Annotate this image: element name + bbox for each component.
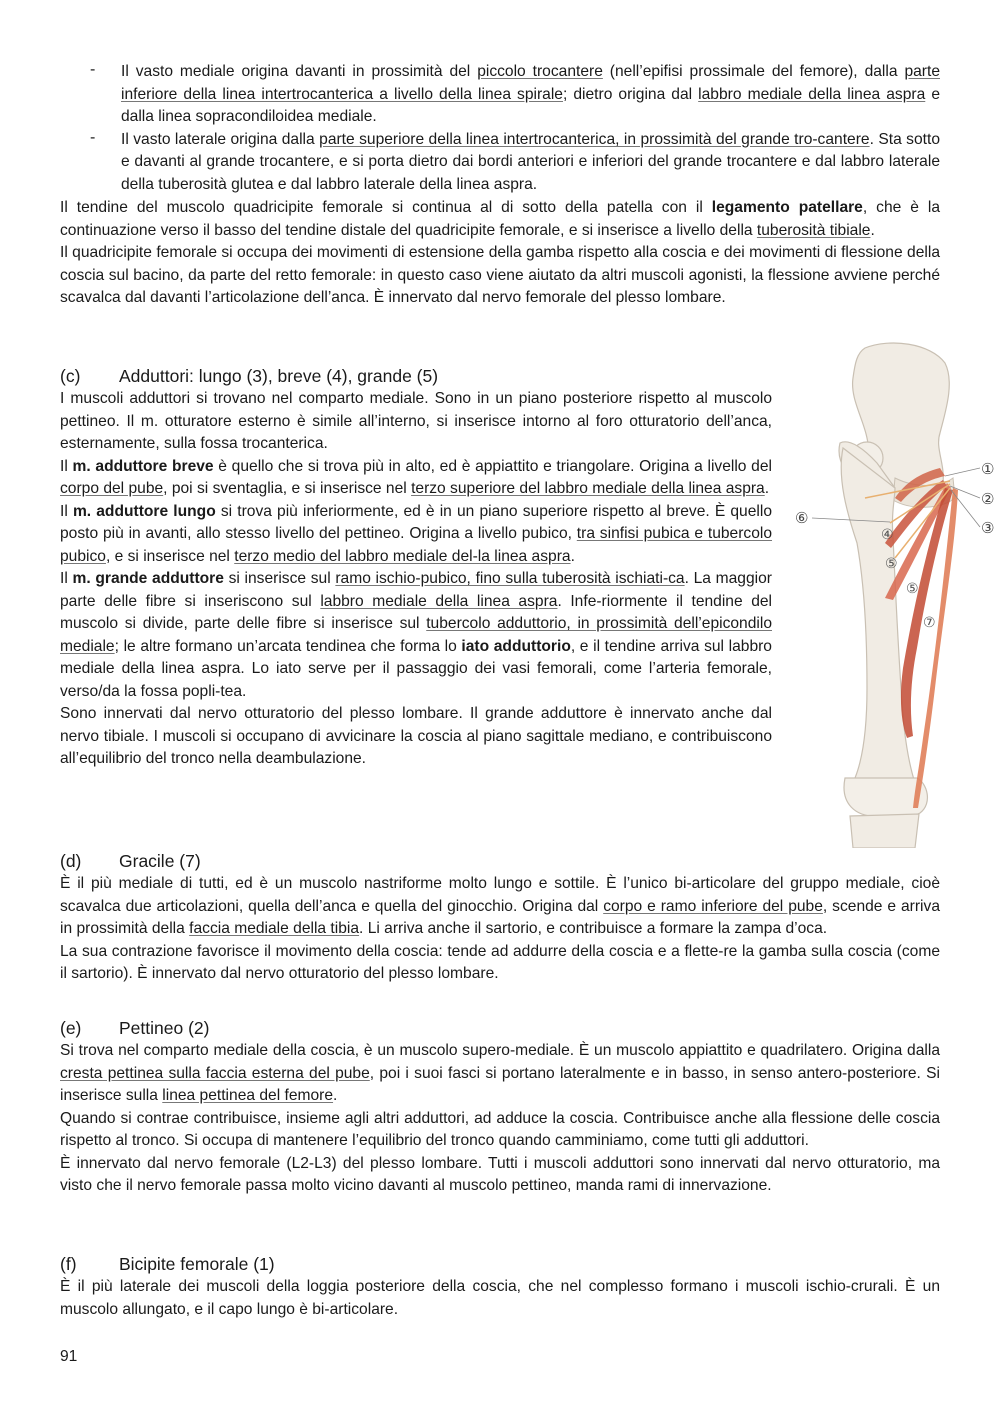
underlined-term: piccolo trocantere — [477, 63, 603, 80]
text-run: , scende e arriva in prossimità della — [60, 897, 940, 937]
text-run: Il vasto laterale origina dalla — [121, 130, 320, 148]
paragraph — [60, 1108, 940, 1153]
text-run: . — [570, 547, 575, 565]
text-run: È innervato dal nervo femorale (L2-L3) del plesso lombare. Tutti i muscoli adduttori sono innervati dal nervo otturatorio, ma visto che il nervo femorale passa molto vicino davanti al muscolo pettineo, manda rami di innervazione. — [60, 1154, 940, 1194]
underlined-term: tubercolo adduttorio, in prossimità dell’epicondilo mediale — [60, 615, 772, 655]
text-run: , che è la continuazione verso il basso del tendine distale del quadricipite femorale, e si inserisce a livello della — [60, 199, 940, 239]
section-body — [60, 388, 772, 771]
underlined-term: labbro mediale della linea aspra — [320, 592, 558, 610]
tibia — [850, 814, 919, 848]
bold-term: legamento patellare — [711, 199, 863, 216]
text-run: , e si inserisce nel — [105, 547, 235, 565]
underlined-term: corpo del pube — [60, 480, 164, 497]
paragraph — [121, 129, 940, 197]
bold-term: iato adduttorio — [461, 637, 571, 655]
figure-label: ④ — [881, 527, 894, 543]
text-run: , poi si sventaglia, e si inserisce nel — [163, 480, 412, 497]
underlined-term: tuberosità tibiale — [756, 221, 871, 239]
bullet-dash: - — [90, 128, 96, 146]
paragraph — [60, 1040, 940, 1108]
paragraph — [60, 1153, 940, 1198]
paragraph — [60, 501, 772, 569]
underlined-term: faccia mediale della tibia — [189, 920, 360, 937]
bullet-list — [60, 61, 940, 196]
figure-label: ③ — [981, 519, 995, 537]
section-body — [60, 1040, 940, 1198]
text-run: Il quadricipite femorale si occupa dei movimenti di estensione della gamba rispetto alla coscia e dei movimenti di flessione della coscia sul bacino, da parte del retto femorale: in questo caso viene aiutato da altri muscoli agonisti, la flessione avviene perché scavalca dal davanti l’articolazione dell’anca. È innervato dal nervo femorale del plesso lombare. — [60, 244, 940, 306]
underlined-term: terzo medio del labbro mediale del-la linea aspra — [234, 547, 571, 565]
text-run: . — [333, 1087, 338, 1104]
text-run: e dalla linea sopracondiloidea mediale. — [121, 85, 940, 125]
text-run: Il tendine del muscolo quadricipite femorale si continua al di sotto della patella con il — [60, 199, 712, 216]
text-run: Il — [60, 457, 73, 475]
text-run: , poi i suoi fasci si portano lateralmente e in basso, in senso antero-posteriore. Si inserisce sulla — [60, 1064, 940, 1104]
text-run: . — [870, 221, 875, 239]
paragraph — [60, 388, 772, 456]
section-bicipite-femorale — [60, 1253, 940, 1321]
paragraph — [60, 456, 772, 501]
underlined-term: parte inferiore della linea intertrocanterica a livello della linea spirale — [121, 63, 940, 103]
underlined-term: labbro mediale della linea aspra — [698, 85, 926, 103]
underlined-term: corpo e ramo inferiore del pube — [603, 897, 823, 915]
underlined-term: parte superiore della linea intertrocanterica, in prossimità del grande tro-cantere — [319, 130, 870, 148]
text-run: È il più mediale di tutti, ed è un muscolo nastriforme molto lungo e sottile. È l’unico bi-articolare del gruppo mediale, cioè scavalca due articolazioni, quella dell’anca e quella del ginocchio. Origina dal — [60, 875, 940, 915]
bullet-dash: - — [90, 61, 96, 78]
text-run: ; dietro origina dal — [562, 85, 699, 103]
femur-illustration — [795, 338, 1000, 848]
text-run: ; le altre formano un’arcata tendinea che forma lo — [114, 637, 462, 655]
text-run: (nell’epifisi prossimale del femore), dalla — [602, 63, 905, 80]
section-gracile — [60, 850, 940, 986]
text-run: , e il tendine arriva sul labbro mediale della linea aspra. Lo iato serve per il passaggio dei vasi femorali, come l’arteria femorale, verso/da la fossa popli-tea. — [60, 637, 772, 700]
text-run: . — [764, 480, 770, 497]
figure-label: ⑤ — [885, 556, 898, 572]
paragraph — [60, 197, 940, 242]
section-heading: (f) Bicipite femorale (1) — [60, 1254, 275, 1274]
paragraph — [60, 568, 772, 703]
text-run: . Sta sotto e davanti al grande trocantere, e si porta dietro dai bordi anteriori e inferiori del grande trocantere e dal labbro laterale della tuberosità glutea e dal labbro laterale della linea aspra. — [121, 130, 940, 193]
text-run: si trova più inferiormente, ed è in un piano superiore rispetto al breve. È quello posto più in avanti, allo stesso livello del pettineo. Origina a livello pubico, — [60, 502, 773, 542]
figure-label: ① — [981, 460, 995, 478]
text-run: È il più laterale dei muscoli della loggia posteriore della coscia, che nel complesso formano i muscoli ischio-crurali. È un muscolo allungato, e il capo lungo è bi-articolare. — [60, 1278, 940, 1318]
underlined-term: tra sinfisi pubica e tubercolo pubico — [60, 525, 773, 565]
figure-label: ⑥ — [795, 509, 809, 527]
bold-term: m. grande adduttore — [72, 570, 224, 587]
section-pettineo — [60, 1017, 940, 1198]
text-run: Il vasto mediale origina davanti in prossimità del — [121, 63, 478, 80]
paragraph — [60, 242, 940, 310]
paragraph — [60, 703, 772, 771]
section-heading: (d) Gracile (7) — [60, 851, 201, 871]
underlined-term: ramo ischio-pubico, fino sulla tuberosità ischiati-ca — [335, 570, 685, 587]
underlined-term: linea pettinea del femore — [162, 1087, 334, 1104]
figure-label: ⑦ — [923, 615, 936, 631]
text-run: Il — [60, 502, 73, 520]
bold-term: m. adduttore lungo — [72, 502, 216, 520]
bullet-item — [60, 61, 940, 129]
figure-label: ⑤ — [906, 581, 919, 597]
text-run: La sua contrazione favorisce il movimento della coscia: tende ad addurre della coscia e a flette-re la gamba sulla coscia (come il sartorio). È innervato dal nervo otturatorio del plesso lombare. — [60, 942, 940, 982]
text-run: . Li arriva anche il sartorio, e contribuisce a formare la zampa d’oca. — [359, 920, 828, 937]
section-heading: (e) Pettineo (2) — [60, 1018, 210, 1038]
bullet-item — [60, 129, 940, 197]
intro-paragraphs — [60, 197, 940, 310]
paragraph — [60, 1276, 940, 1321]
thigh-anatomy-figure — [795, 338, 1000, 848]
figure-label: ② — [981, 490, 995, 508]
text-run: Sono innervati dal nervo otturatorio del plesso lombare. Il grande adduttore è innervato anche dal nervo tibiale. I muscoli si occupano di avvicinare la coscia al piano sagittale mediano, e contribuiscono all’equilibrio del tronco nella deambulazione. — [60, 705, 772, 767]
paragraph — [60, 873, 940, 941]
text-run: Si trova nel comparto mediale della coscia, è un muscolo supero-mediale. È un muscolo appiattito e quadrilatero. Origina dalla — [60, 1042, 940, 1059]
text-run: I muscoli adduttori si trovano nel comparto mediale. Sono in un piano posteriore rispetto al muscolo pettineo. Il m. otturatore esterno è simile all’interno, si inserisce intorno al foro otturatorio dell’anca, esternamente, sulla fossa trocanterica. — [60, 390, 772, 452]
paragraph — [121, 61, 940, 129]
section-heading: (c) Adduttori: lungo (3), breve (4), grande (5) — [60, 366, 439, 386]
text-run: . Infe-riormente il tendine del muscolo si divide, parte delle fibre si inserisce sul — [60, 592, 773, 632]
underlined-term: terzo superiore del labbro mediale della linea aspra — [411, 480, 765, 497]
text-run: Quando si contrae contribuisce, insieme agli altri adduttori, ad adduce la coscia. Contribuisce anche alla flessione delle coscia rispetto al tronco. Si occupa di mantenere l’equilibrio del tronco quando camminiamo, come tutti gli adduttori. — [60, 1109, 940, 1149]
section-body — [60, 873, 940, 986]
text-run: . La maggior parte delle fibre si inseriscono sul — [60, 570, 772, 610]
paragraph — [60, 941, 940, 986]
page-number: 91 — [60, 1348, 78, 1365]
section-body — [60, 1276, 940, 1321]
text-run: Il — [60, 570, 73, 587]
underlined-term: cresta pettinea sulla faccia esterna del pube — [60, 1064, 370, 1082]
bold-term: m. adduttore breve — [72, 457, 214, 475]
text-run: si inserisce sul — [223, 570, 336, 587]
text-run: è quello che si trova più in alto, ed è appiattito e triangolare. Origina a livello del — [213, 457, 772, 475]
